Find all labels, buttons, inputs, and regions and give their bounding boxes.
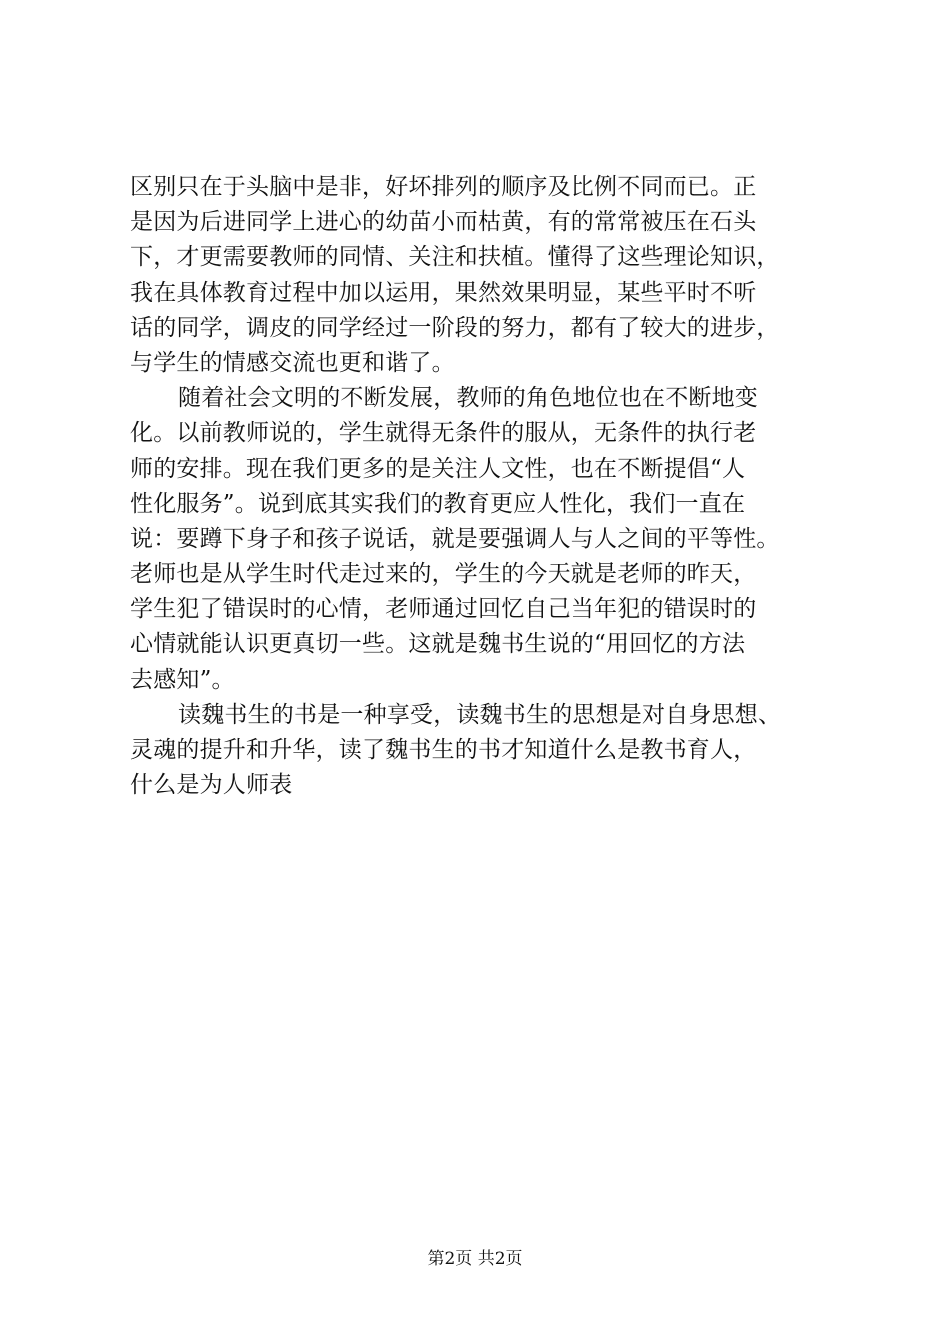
text-line: 下，才更需要教师的同情、关注和扶植。懂得了这些理论知识， bbox=[130, 244, 780, 271]
text-line: 话的同学，调皮的同学经过一阶段的努力，都有了较大的进步， bbox=[130, 314, 780, 341]
text-line: 与学生的情感交流也更和谐了。 bbox=[130, 349, 455, 376]
text-line: 老师也是从学生时代走过来的，学生的今天就是老师的昨天， bbox=[130, 561, 757, 588]
page-number-footer: 第2页 共2页 bbox=[427, 1249, 523, 1269]
text-line: 化。以前教师说的，学生就得无条件的服从，无条件的执行老 bbox=[130, 420, 757, 447]
body-text bbox=[130, 170, 830, 803]
text-line: 读魏书生的书是一种享受，读魏书生的思想是对自身思想、 bbox=[178, 701, 782, 728]
text-line: 是因为后进同学上进心的幼苗小而枯黄，有的常常被压在石头 bbox=[130, 209, 757, 236]
text-line: 区别只在于头脑中是非，好坏排列的顺序及比例不同而已。正 bbox=[130, 174, 757, 200]
text-line: 随着社会文明的不断发展，教师的角色地位也在不断地变 bbox=[178, 385, 758, 412]
text-line: 去感知”。 bbox=[130, 666, 235, 693]
text-line: 我在具体教育过程中加以运用，果然效果明显，某些平时不听 bbox=[130, 279, 757, 306]
text-line: 心情就能认识更真切一些。这就是魏书生说的“用回忆的方法 bbox=[130, 631, 746, 658]
text-line: 性化服务”。说到底其实我们的教育更应人性化，我们一直在 bbox=[130, 490, 746, 517]
text-line: 灵魂的提升和升华，读了魏书生的书才知道什么是教书育人， bbox=[130, 737, 757, 763]
text-line: 学生犯了错误时的心情，老师通过回忆自己当年犯的错误时的 bbox=[130, 596, 757, 623]
text-line: 师的安排。现在我们更多的是关注人文性，也在不断提倡“人 bbox=[130, 455, 746, 482]
text-line: 什么是为人师表 bbox=[130, 772, 293, 799]
text-line: 说：要蹲下身子和孩子说话，就是要强调人与人之间的平等性。 bbox=[130, 525, 780, 552]
